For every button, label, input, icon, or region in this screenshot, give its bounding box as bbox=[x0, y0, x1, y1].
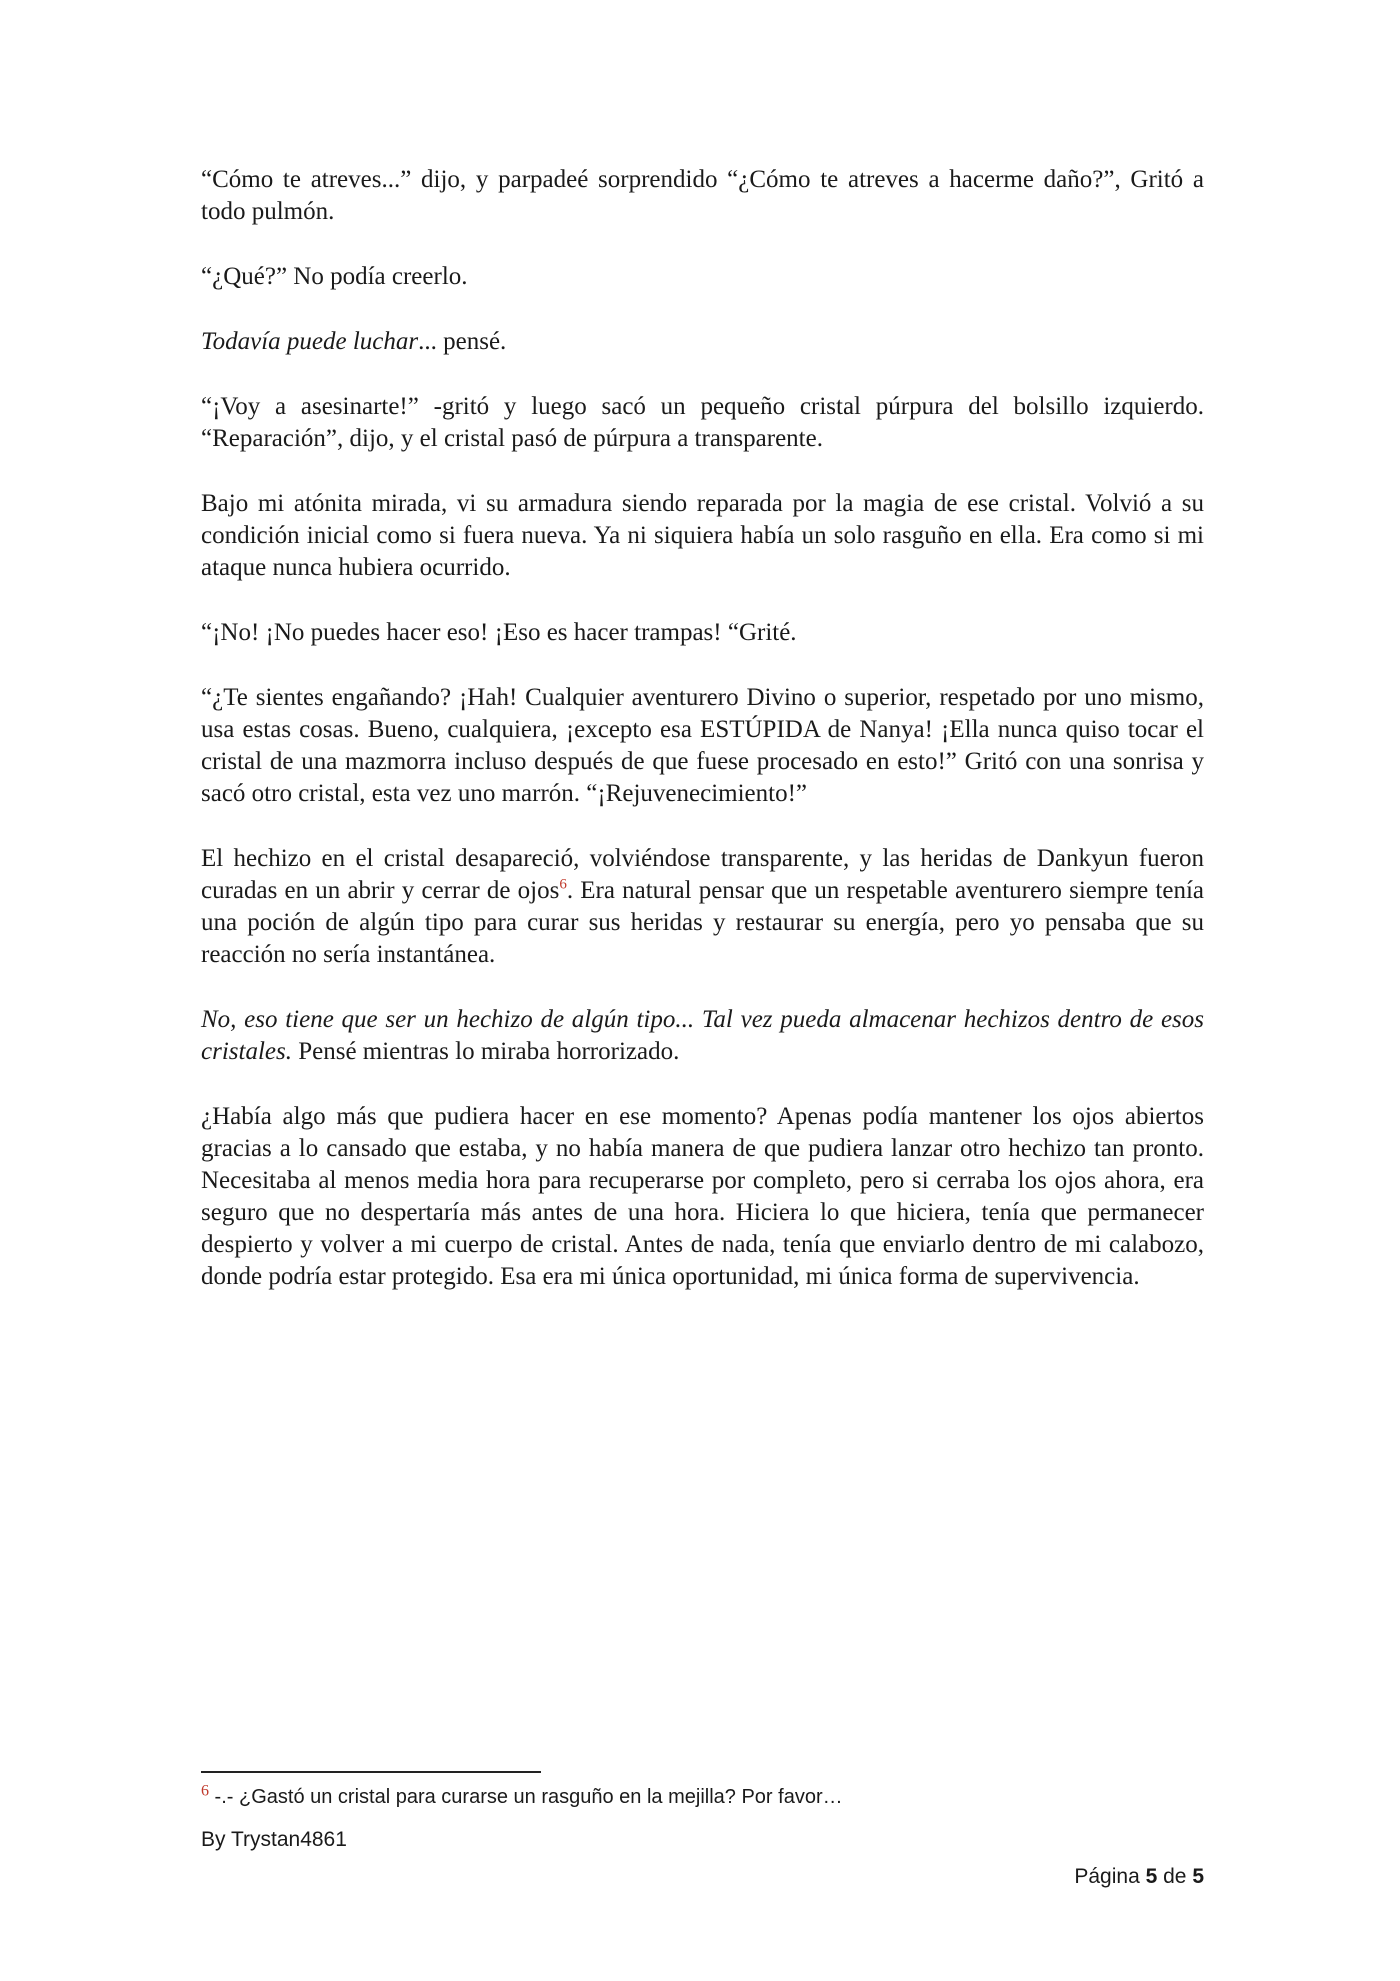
author-credit: By Trystan4861 bbox=[201, 1828, 347, 1851]
page-number-label: Página bbox=[1074, 1865, 1146, 1888]
paragraph-9-italic: No, eso tiene que ser un hechizo de algún tipo... Tal vez pueda almacenar hechizos dentro de esos cristales. bbox=[201, 1006, 1204, 1065]
paragraph-2-text: “¿Qué?” No podía creerlo. bbox=[201, 263, 468, 290]
paragraph-5 bbox=[201, 488, 1204, 584]
body-text bbox=[201, 164, 1204, 1326]
paragraph-2 bbox=[201, 261, 1204, 293]
paragraph-1-text: “Cómo te atreves...” dijo, y parpadeé sorprendido “¿Cómo te atreves a hacerme daño?”, Gritó a todo pulmón. bbox=[201, 166, 1204, 225]
paragraph-8 bbox=[201, 843, 1204, 971]
paragraph-4-text: “¡Voy a asesinarte!” -gritó y luego sacó un pequeño cristal púrpura del bolsillo izquierdo. “Reparación”, dijo, y el cristal pasó de púrpura a transparente. bbox=[201, 393, 1204, 452]
paragraph-3-italic: Todavía puede luchar bbox=[201, 328, 419, 355]
paragraph-6-text: “¡No! ¡No puedes hacer eso! ¡Eso es hacer trampas! “Grité. bbox=[201, 619, 797, 646]
paragraph-10 bbox=[201, 1101, 1204, 1293]
paragraph-6 bbox=[201, 617, 1204, 649]
page-number bbox=[1074, 1863, 1204, 1891]
page-number-of: de bbox=[1157, 1865, 1193, 1888]
paragraph-8-text-after: . Era natural pensar que un respetable aventurero siempre tenía una poción de algún tipo para curar sus heridas y restaurar su energía, pero yo pensaba que su reacción no sería instantánea. bbox=[201, 877, 1204, 968]
paragraph-1 bbox=[201, 164, 1204, 228]
footnote-reference[interactable]: 6 bbox=[559, 876, 567, 893]
paragraph-3-text: ... pensé. bbox=[418, 328, 507, 355]
footnote bbox=[201, 1783, 1201, 1811]
paragraph-7-text: “¿Te sientes engañando? ¡Hah! Cualquier aventurero Divino o superior, respetado por uno mismo, usa estas cosas. Bueno, cualquiera, ¡excepto esa ESTÚPIDA de Nanya! ¡Ella nunca quiso tocar el cristal de una mazmorra incluso después de que fuese procesado en esto!” Gritó con una sonrisa y sacó otro cristal, esta vez uno marrón. “¡Rejuvenecimiento!” bbox=[201, 684, 1204, 807]
footnote-mark: 6 bbox=[201, 1782, 209, 1800]
paragraph-10-text: ¿Había algo más que pudiera hacer en ese momento? Apenas podía mantener los ojos abiertos gracias a lo cansado que estaba, y no había manera de que pudiera lanzar otro hechizo tan pronto. Necesitaba al menos media hora para recuperarse por completo, pero si cerraba los ojos ahora, era seguro que no despertaría más antes de una hora. Hiciera lo que hiciera, tenía que permanecer despierto y volver a mi cuerpo de cristal. Antes de nada, tenía que enviarlo dentro de mi calabozo, donde podría estar protegido. Esa era mi única oportunidad, mi única forma de supervivencia. bbox=[201, 1103, 1204, 1290]
paragraph-5-text: Bajo mi atónita mirada, vi su armadura siendo reparada por la magia de ese cristal. Volvió a su condición inicial como si fuera nueva. Ya ni siquiera había un solo rasguño en ella. Era como si mi ataque nunca hubiera ocurrido. bbox=[201, 490, 1204, 581]
paragraph-3 bbox=[201, 326, 1204, 358]
paragraph-9 bbox=[201, 1004, 1204, 1068]
paragraph-4 bbox=[201, 391, 1204, 455]
paragraph-8-text-before: El hechizo en el cristal desapareció, volviéndose transparente, y las heridas de Dankyun fueron curadas en un abrir y cerrar de ojos bbox=[201, 845, 1204, 904]
page-number-total: 5 bbox=[1192, 1865, 1204, 1888]
page-number-current: 5 bbox=[1145, 1865, 1158, 1888]
paragraph-7 bbox=[201, 682, 1204, 810]
footnote-text: -.- ¿Gastó un cristal para curarse un rasguño en la mejilla? Por favor… bbox=[209, 1786, 843, 1808]
footnote-divider bbox=[201, 1771, 541, 1773]
paragraph-9-text: Pensé mientras lo miraba horrorizado. bbox=[291, 1038, 680, 1065]
